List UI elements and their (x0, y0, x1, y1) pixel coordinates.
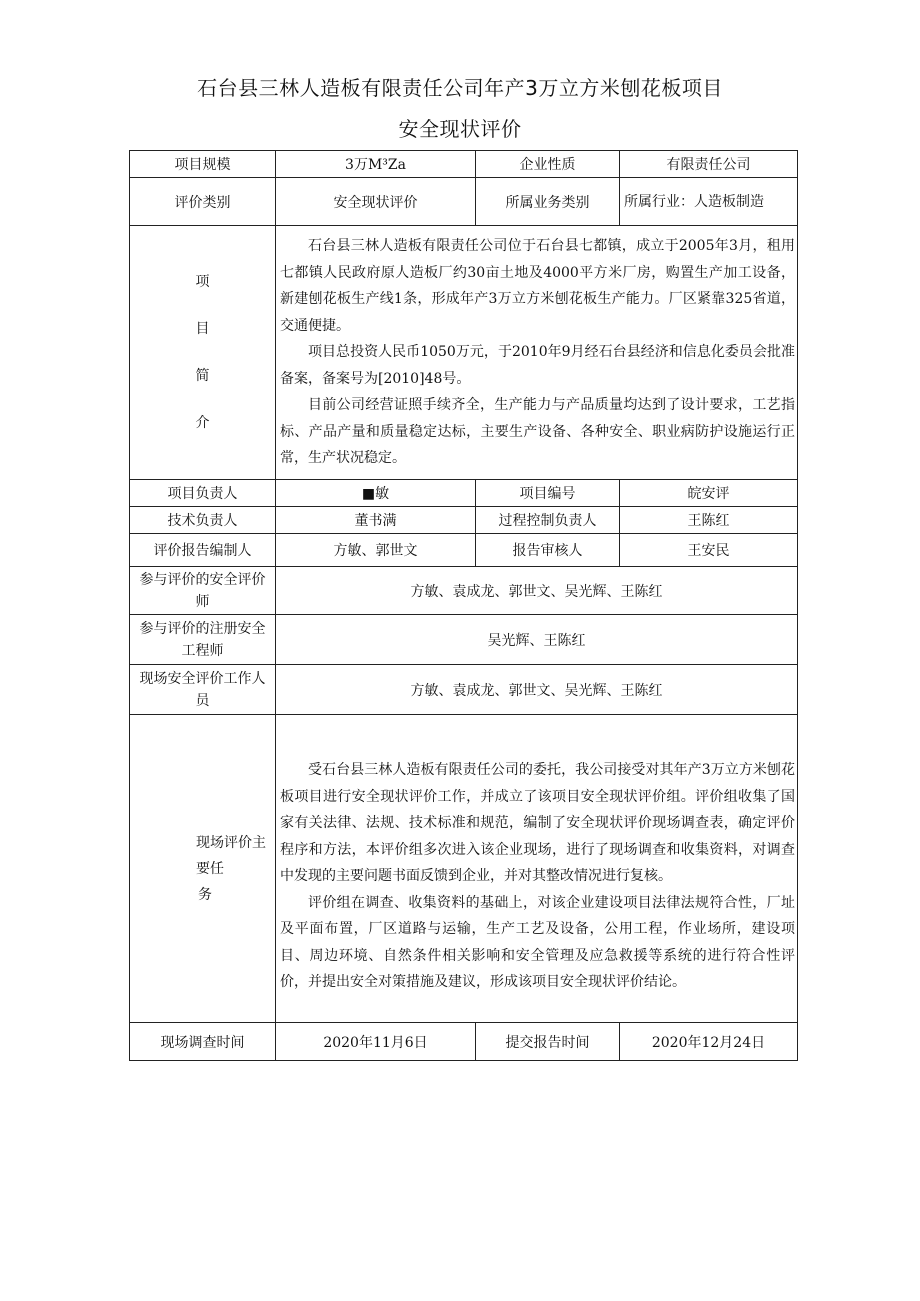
field-staff-label: 现场安全评价工作人员 (130, 665, 276, 715)
enterprise-nature-value: 有限责任公司 (620, 151, 798, 178)
row-authors (130, 534, 798, 567)
business-category-label: 所属业务类别 (476, 178, 620, 226)
project-leader-value: ■敏 (276, 480, 476, 507)
row-tasks (130, 715, 798, 1023)
report-author-label: 评价报告编制人 (130, 534, 276, 567)
summary-paragraph: 目前公司经营证照手续齐全，生产能力与产品质量均达到了设计要求，工艺指标、产品产量和质量稳定达标，主要生产设备、各种安全、职业病防护设施运行正常，生产状况稳定。 (280, 397, 795, 467)
tasks-paragraph: 评价组在调查、收集资料的基础上，对该企业建设项目法律法规符合性，厂址及平面布置，厂区道路与运输，生产工艺及设备，公用工程，作业场所，建设项目、周边环境、自然条件相关影响和安全管理及应急救援等系统的进行符合性评价，并提出安全对策措施及建议，形成该项目安全现状评价结论。 (280, 894, 795, 991)
tasks-paragraph: 受石台县三林人造板有限责任公司的委托，我公司接受对其年产3万立方米刨花板项目进行安全现状评价工作，并成立了该项目安全现状评价组。评价组收集了国家有关法律、法规、技术标准和规范，编制了安全现状评价现场调查表，确定评价程序和方法，本评价组多次进入该企业现场，进行了现场调查和收集资料，对调查中发现的主要问题书面反馈到企业，并对其整改情况进行复核。 (280, 762, 795, 885)
row-scale (130, 151, 798, 178)
process-control-label: 过程控制负责人 (476, 507, 620, 534)
safety-assessors-label: 参与评价的安全评价师 (130, 567, 276, 615)
technical-leader-label: 技术负责人 (130, 507, 276, 534)
project-summary-content (276, 226, 798, 480)
registered-engineers-label: 参与评价的注册安全工程师 (130, 615, 276, 665)
survey-date-label: 现场调查时间 (130, 1023, 276, 1061)
document-title: 石台县三林人造板有限责任公司年产3万立方米刨花板项目 (197, 76, 723, 100)
business-category-value: 所属行业：人造板制造 (620, 178, 798, 226)
evaluation-category-label: 评价类别 (130, 178, 276, 226)
row-field-staff (130, 665, 798, 715)
evaluation-category-value: 安全现状评价 (276, 178, 476, 226)
summary-paragraph: 石台县三林人造板有限责任公司位于石台县七都镇，成立于2005年3月，租用七都镇人民政府原人造板厂约30亩土地及4000平方米厂房，购置生产加工设备，新建刨花板生产线1条，形成年产3万立方米刨花板生产能力。厂区紧靠325省道，交通便捷。 (280, 238, 795, 334)
main-tasks-content (276, 715, 798, 1023)
row-category (130, 178, 798, 226)
technical-leader-value: 董书满 (276, 507, 476, 534)
row-summary (130, 226, 798, 480)
project-scale-label: 项目规模 (130, 151, 276, 178)
document-subtitle: 安全现状评价 (398, 117, 522, 141)
safety-assessors-value: 方敏、袁成龙、郭世文、吴光辉、王陈红 (276, 567, 798, 615)
project-number-value: 皖安评 (620, 480, 798, 507)
submission-date-value: 2020年12月24日 (620, 1023, 798, 1061)
project-scale-value: 3万M³Za (276, 151, 476, 178)
row-leader (130, 480, 798, 507)
registered-engineers-value: 吴光辉、王陈红 (276, 615, 798, 665)
report-reviewer-value: 王安民 (620, 534, 798, 567)
process-control-value: 王陈红 (620, 507, 798, 534)
survey-date-value: 2020年11月6日 (276, 1023, 476, 1061)
row-technical (130, 507, 798, 534)
row-assessors (130, 567, 798, 615)
project-summary-label: 项 目 简 介 (130, 226, 276, 480)
enterprise-nature-label: 企业性质 (476, 151, 620, 178)
row-engineers (130, 615, 798, 665)
main-tasks-label: 现场评价主要任 务 (130, 715, 276, 1023)
report-author-value: 方敏、郭世文 (276, 534, 476, 567)
project-number-label: 项目编号 (476, 480, 620, 507)
field-staff-value: 方敏、袁成龙、郭世文、吴光辉、王陈红 (276, 665, 798, 715)
summary-paragraph: 项目总投资人民币1050万元，于2010年9月经石台县经济和信息化委员会批准备案，备案号为[2010]48号。 (280, 344, 795, 387)
row-dates (130, 1023, 798, 1061)
report-reviewer-label: 报告审核人 (476, 534, 620, 567)
submission-date-label: 提交报告时间 (476, 1023, 620, 1061)
project-leader-label: 项目负责人 (130, 480, 276, 507)
project-info-table (129, 150, 798, 1061)
